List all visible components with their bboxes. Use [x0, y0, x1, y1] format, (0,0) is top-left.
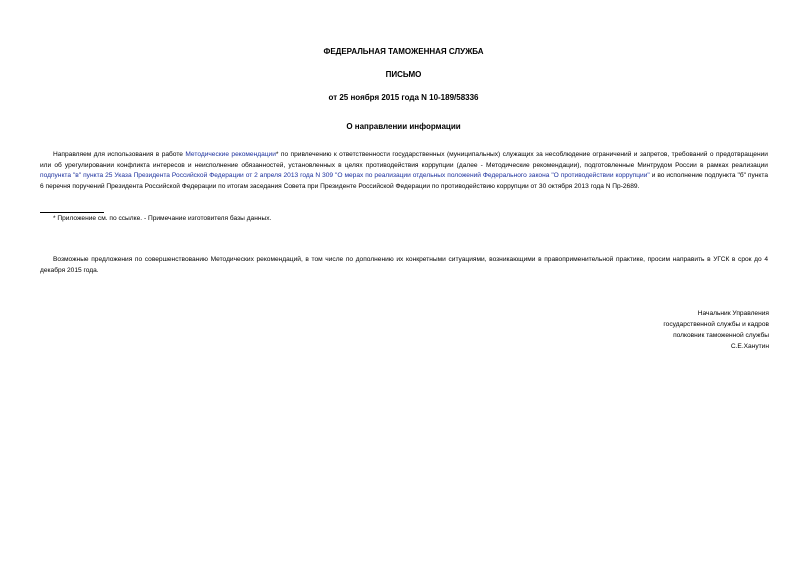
body-paragraph-2: Возможные предложения по совершенствованию Методических рекомендаций, в том числе по дополнению их конкретными ситуациями, возникающими в правоприменительной практике, просим направить в УГСК в срок до 4 декабря 2015 года.	[40, 256, 768, 274]
document-type: ПИСЬМО	[385, 70, 422, 79]
signature-name: С.Е.Ханутин	[730, 343, 769, 350]
methodical-recommendations-link[interactable]: Методические рекомендации	[185, 151, 276, 158]
paragraph-1-text-b: * по привлечению к ответственности государственных (муниципальных) служащих за несоблюдение ограничений и запретов, требований о предотвращении или об урегулировании конфликта интересов и неисполнение обязанностей, установленных в целях противодействия коррупции (далее - Методические рекомендации), подготовленные Минтрудом России в рамках реализации	[40, 151, 768, 169]
signature-department: государственной службы и кадров	[663, 321, 769, 328]
agency-title: ФЕДЕРАЛЬНАЯ ТАМОЖЕННАЯ СЛУЖБА	[323, 47, 484, 56]
signature-block	[663, 308, 769, 352]
document-date-number: от 25 ноября 2015 года N 10-189/58336	[328, 93, 479, 102]
signature-position: Начальник Управления	[697, 310, 769, 317]
paragraph-1-text-c: и во исполнение подпункта "б" пункта 6 перечня поручений Президента Российской Федерации по итогам заседания Совета при Президенте Российской Федерации по противодействию коррупции от 30 октября 2013 года N Пр-2689.	[40, 172, 769, 190]
decree-309-link[interactable]: подпункта "в" пункта 25 Указа Президента Российской Федерации от 2 апреля 2013 года N 309 "О мерах по реализации отдельных положений Федерального закона "О противодействии коррупции"	[40, 172, 650, 179]
footnote-divider	[40, 212, 104, 213]
paragraph-1-text-a: Направляем для использования в работе	[53, 151, 186, 158]
body-paragraph-1	[40, 150, 768, 192]
document-subject: О направлении информации	[346, 122, 461, 131]
signature-rank: полковник таможенной службы	[673, 332, 769, 339]
footnote-text: * Приложение см. по ссылке. - Примечание изготовителя базы данных.	[53, 215, 272, 222]
